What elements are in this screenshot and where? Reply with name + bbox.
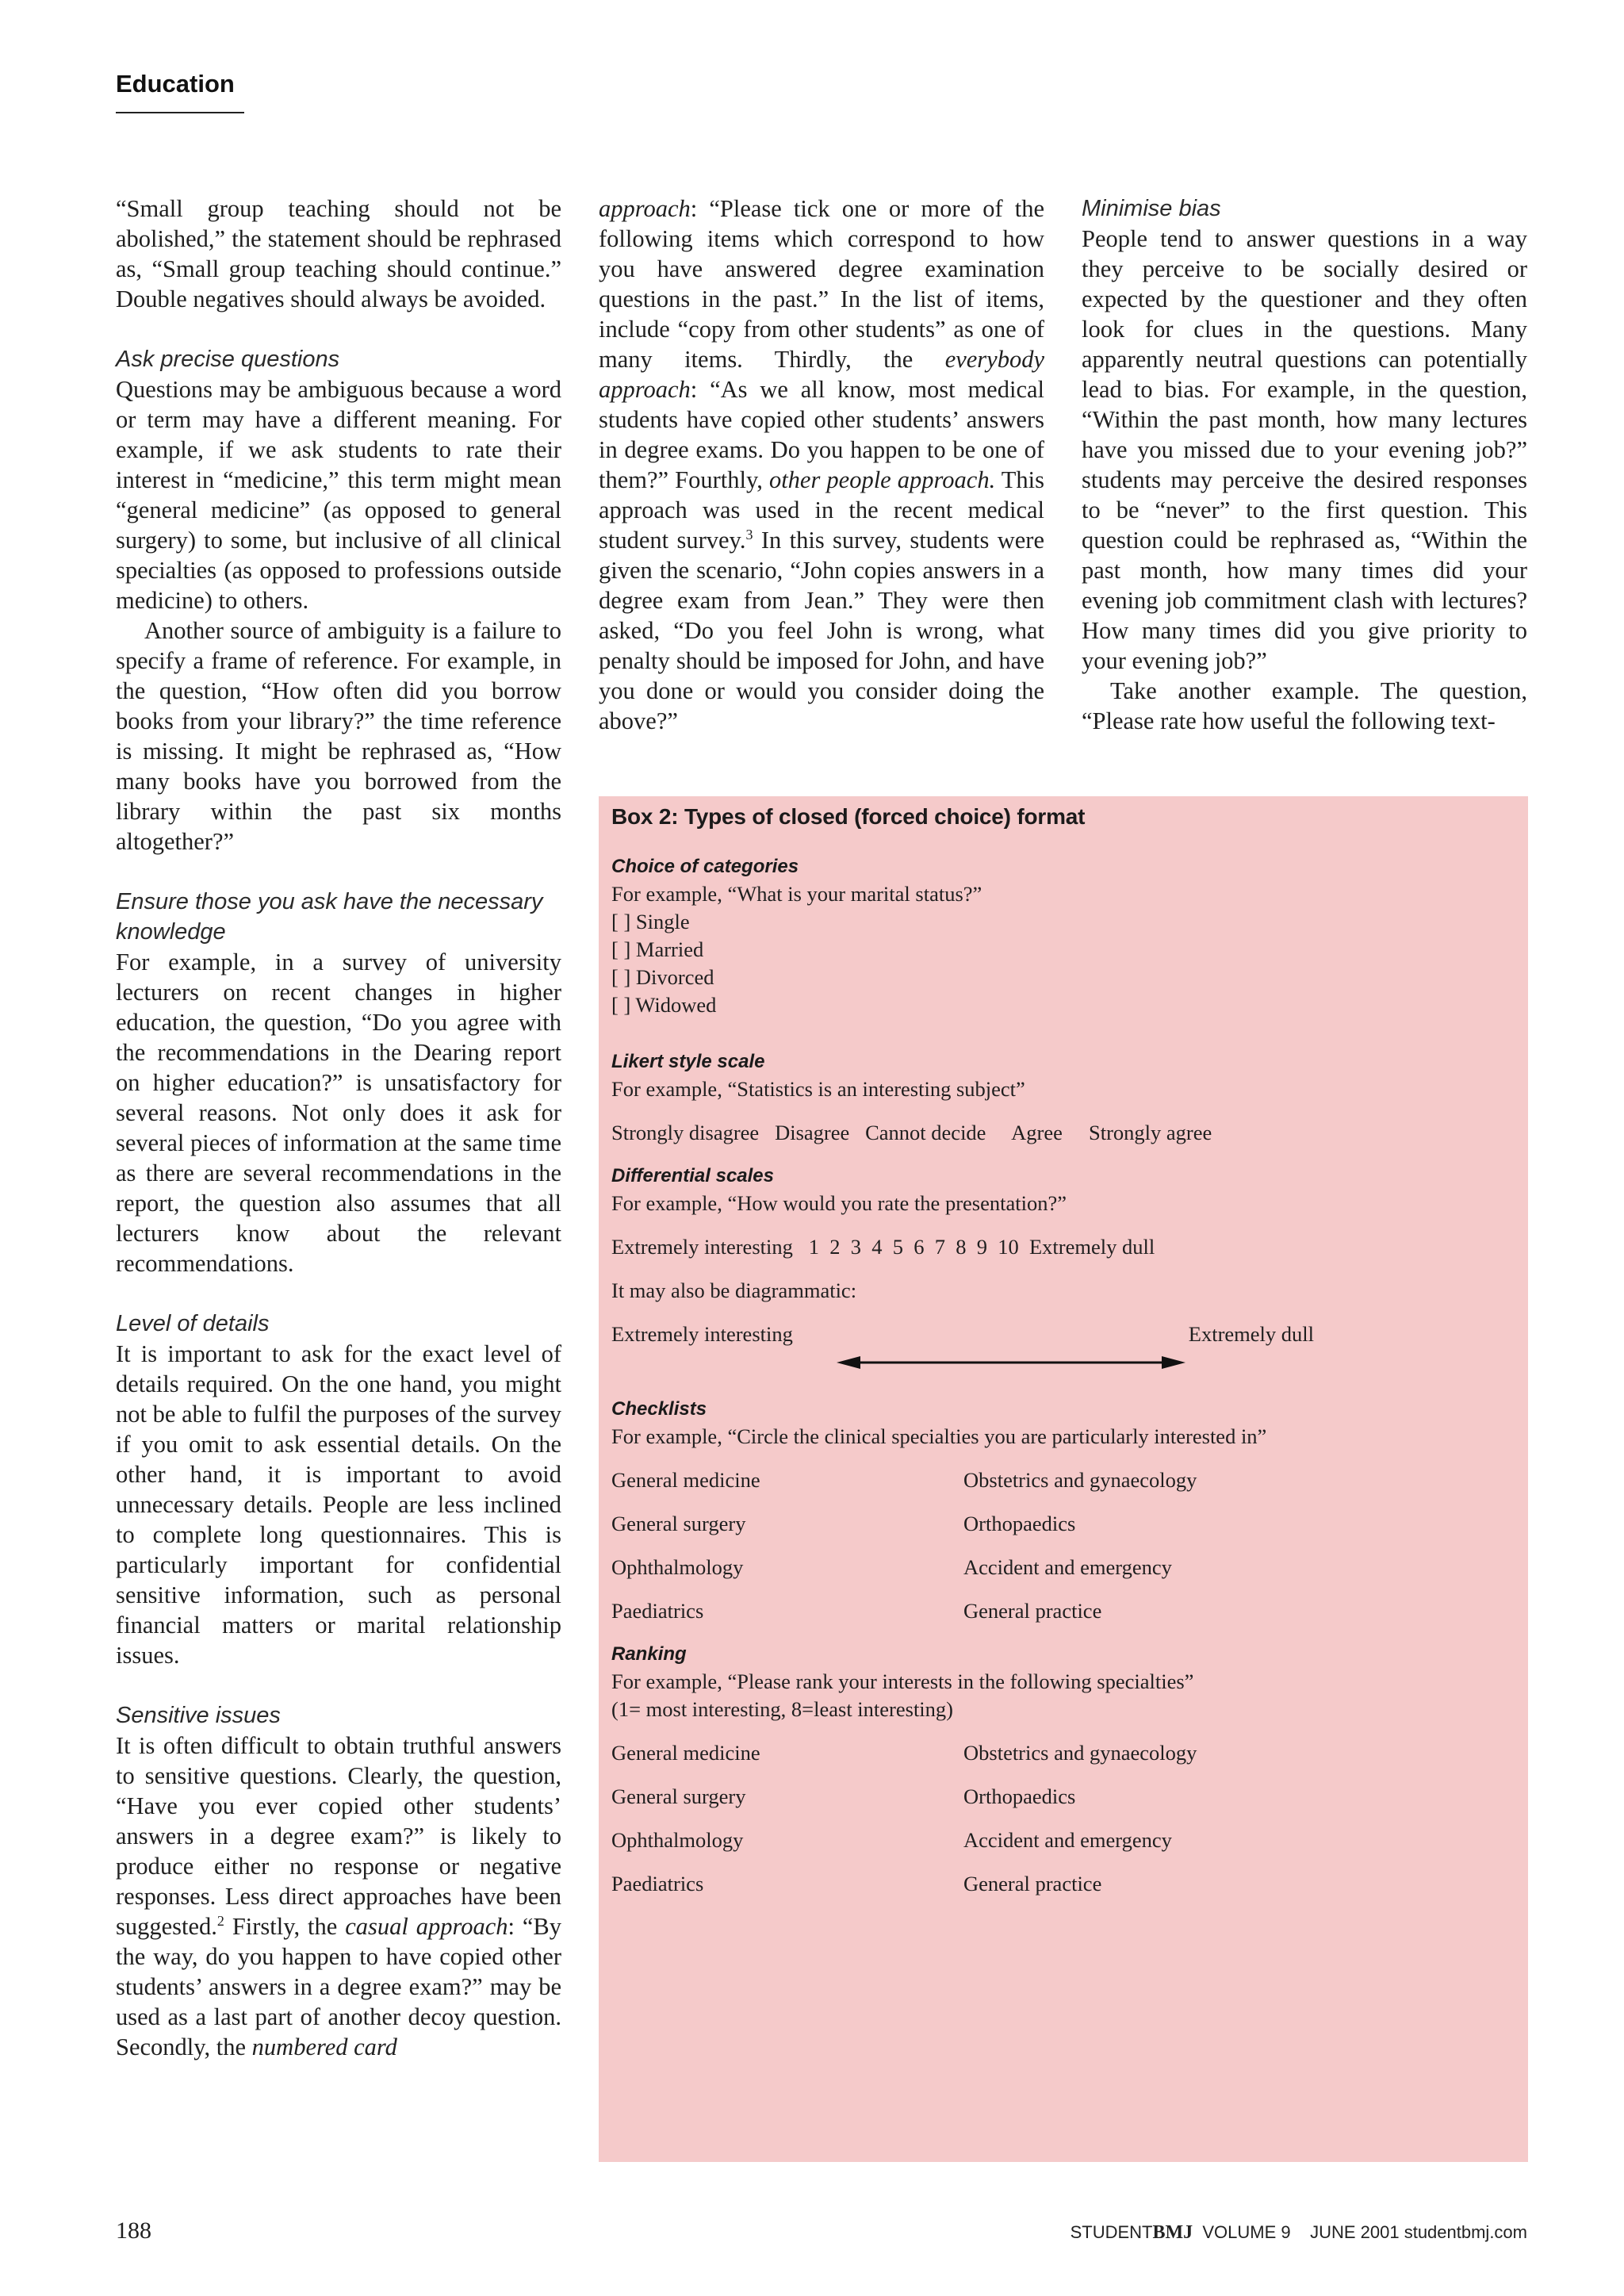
checklist-row: Ophthalmology Accident and emergency xyxy=(611,1555,1172,1579)
ranking-row: General medicine Obstetrics and gynaecology xyxy=(611,1741,1197,1765)
paragraph: “Small group teaching should not be abolished,” the statement should be rephrased as, “Small group teaching should continue.” Double negatives should always be avoided. xyxy=(116,195,561,312)
box-2-closed-format xyxy=(599,796,1528,2162)
subheading-minimise-bias: Minimise bias xyxy=(1082,196,1221,221)
paragraph: Take another example. The question, “Please rate how useful the following text- xyxy=(1082,677,1527,734)
differential-scale: Extremely interesting 1 2 3 4 5 6 7 8 9 10 Extremely dull xyxy=(611,1235,1155,1259)
checklist-row: Paediatrics General practice xyxy=(611,1599,1102,1623)
checklist-row: General medicine Obstetrics and gynaecology xyxy=(611,1468,1197,1492)
column-3 xyxy=(1082,194,1527,736)
option-item: [ ] Married xyxy=(611,937,704,961)
footer-journal-info: STUDENTBMJ VOLUME 9 JUNE 2001 studentbmj.com xyxy=(1070,2222,1527,2243)
section-rule xyxy=(116,112,244,113)
ranking-note: (1= most interesting, 8=least interesting) xyxy=(611,1697,953,1721)
ranking-row: General surgery Orthopaedics xyxy=(611,1784,1076,1808)
page-number: 188 xyxy=(116,2217,151,2244)
reference-marker: 3 xyxy=(745,526,753,542)
column-2 xyxy=(599,194,1044,736)
likert-scale: Strongly disagree Disagree Cannot decide Agree Strongly agree xyxy=(611,1121,1212,1144)
paragraph: approach: “Please tick one or more of the following items which correspond to how you have answered degree examination questions in the past.” In the list of items, include “copy from other students” as one of many items. Thirdly, the everybody approach: “As we all know, most medical students have copied other students’ answers in degree exams. Do you happen to be one of them?” Fourthly, other people approach. This approach was used in the recent medical student survey.$^3$ In this survey, students were given the scenario, “John copies answers in a degree exam from Jean.” They were then asked, “Do you feel John is wrong, what penalty should be imposed for John, and have you done or would you consider doing the above?” xyxy=(599,195,1045,734)
reference-marker: 2 xyxy=(216,1912,224,1929)
subheading-necessary-knowledge: Ensure those you ask have the necessary knowledge xyxy=(116,889,543,945)
box-example: For example, “Statistics is an interesting subject” xyxy=(611,1077,1025,1101)
diagram-left-label: Extremely interesting xyxy=(611,1322,793,1346)
paragraph: Another source of ambiguity is a failure to specify a frame of reference. For example, in the question, “How often did you borrow books from your library?” the time reference is missing. It might be rephrased as, “How many books have you borrowed from the library within the past six months altogether?” xyxy=(116,617,561,855)
box-title: Box 2: Types of closed (forced choice) format xyxy=(611,804,1086,829)
box-example: For example, “How would you rate the presentation?” xyxy=(611,1191,1067,1215)
double-arrow-icon xyxy=(611,1348,1515,1396)
box-heading-differential: Differential scales xyxy=(611,1165,774,1186)
option-item: [ ] Divorced xyxy=(611,965,714,989)
subheading-ask-precise-questions: Ask precise questions xyxy=(116,347,340,372)
box-example: For example, “Please rank your interests in the following specialties” xyxy=(611,1669,1194,1693)
option-item: [ ] Single xyxy=(611,910,690,933)
option-item: [ ] Widowed xyxy=(611,993,717,1017)
subheading-sensitive-issues: Sensitive issues xyxy=(116,1703,281,1728)
paragraph: For example, in a survey of university lecturers on recent changes in higher education, the question, “Do you agree with the recommendations in the Dearing report on higher education?” is unsatisfactory for several reasons. Not only does it ask for several pieces of information at the same time as there are several recommendations in the report, the question also assumes that all lecturers know about the relevant recommendations. xyxy=(116,949,561,1277)
box-heading-ranking: Ranking xyxy=(611,1643,687,1665)
ranking-row: Ophthalmology Accident and emergency xyxy=(611,1828,1172,1852)
column-1 xyxy=(116,194,561,2062)
box-heading-choice: Choice of categories xyxy=(611,856,799,877)
paragraph: People tend to answer questions in a way they perceive to be socially desired or expected by the questioner and they often look for clues in the questions. Many apparently neutral questions can potentially lead to bias. For example, in the question, “Within the past month, how many lectures have you missed due to your evening job?” students may perceive the desired responses to be “never” to the first question. This question could be rephrased as, “Within the past month, how many times did your evening job commitment clash with lectures? How many times did you give priority to your evening job?” xyxy=(1082,225,1527,674)
box-heading-likert: Likert style scale xyxy=(611,1051,765,1072)
box-example: For example, “What is your marital status?” xyxy=(611,882,982,906)
subheading-level-of-details: Level of details xyxy=(116,1311,270,1336)
box-heading-checklists: Checklists xyxy=(611,1398,707,1420)
ranking-row: Paediatrics General practice xyxy=(611,1872,1102,1895)
box-example: For example, “Circle the clinical specialties you are particularly interested in” xyxy=(611,1424,1267,1448)
diagram-right-label: Extremely dull xyxy=(1188,1322,1314,1346)
paragraph: Questions may be ambiguous because a word or term may have a different meaning. For example, if we ask students to rate their interest in “medicine,” this term might mean “general medicine” (as opposed to general surgery) to some, but inclusive of all clinical specialties (as opposed to professions outside medicine) to others. xyxy=(116,376,561,614)
diagram-intro: It may also be diagrammatic: xyxy=(611,1278,857,1302)
checklist-row: General surgery Orthopaedics xyxy=(611,1512,1076,1535)
section-label: Education xyxy=(116,70,235,98)
paragraph: It is often difficult to obtain truthful answers to sensitive questions. Clearly, the question, “Have you ever copied other students’ answers in a degree exam?” is likely to produce either no response or negative responses. Less direct approaches have been suggested.$^2$ Firstly, the casual approach: “By the way, do you happen to have copied other students’ answers in a degree exam?” may be used as a last part of another decoy question. Secondly, the numbered card xyxy=(116,1732,562,2060)
paragraph: It is important to ask for the exact level of details required. On the one hand, you might not be able to fulfil the purposes of the survey if you omit to ask essential details. On the other hand, it is important to avoid unnecessary details. People are less inclined to complete long questionnaires. This is particularly important for confidential sensitive information, such as personal financial matters or marital relationship issues. xyxy=(116,1340,561,1669)
